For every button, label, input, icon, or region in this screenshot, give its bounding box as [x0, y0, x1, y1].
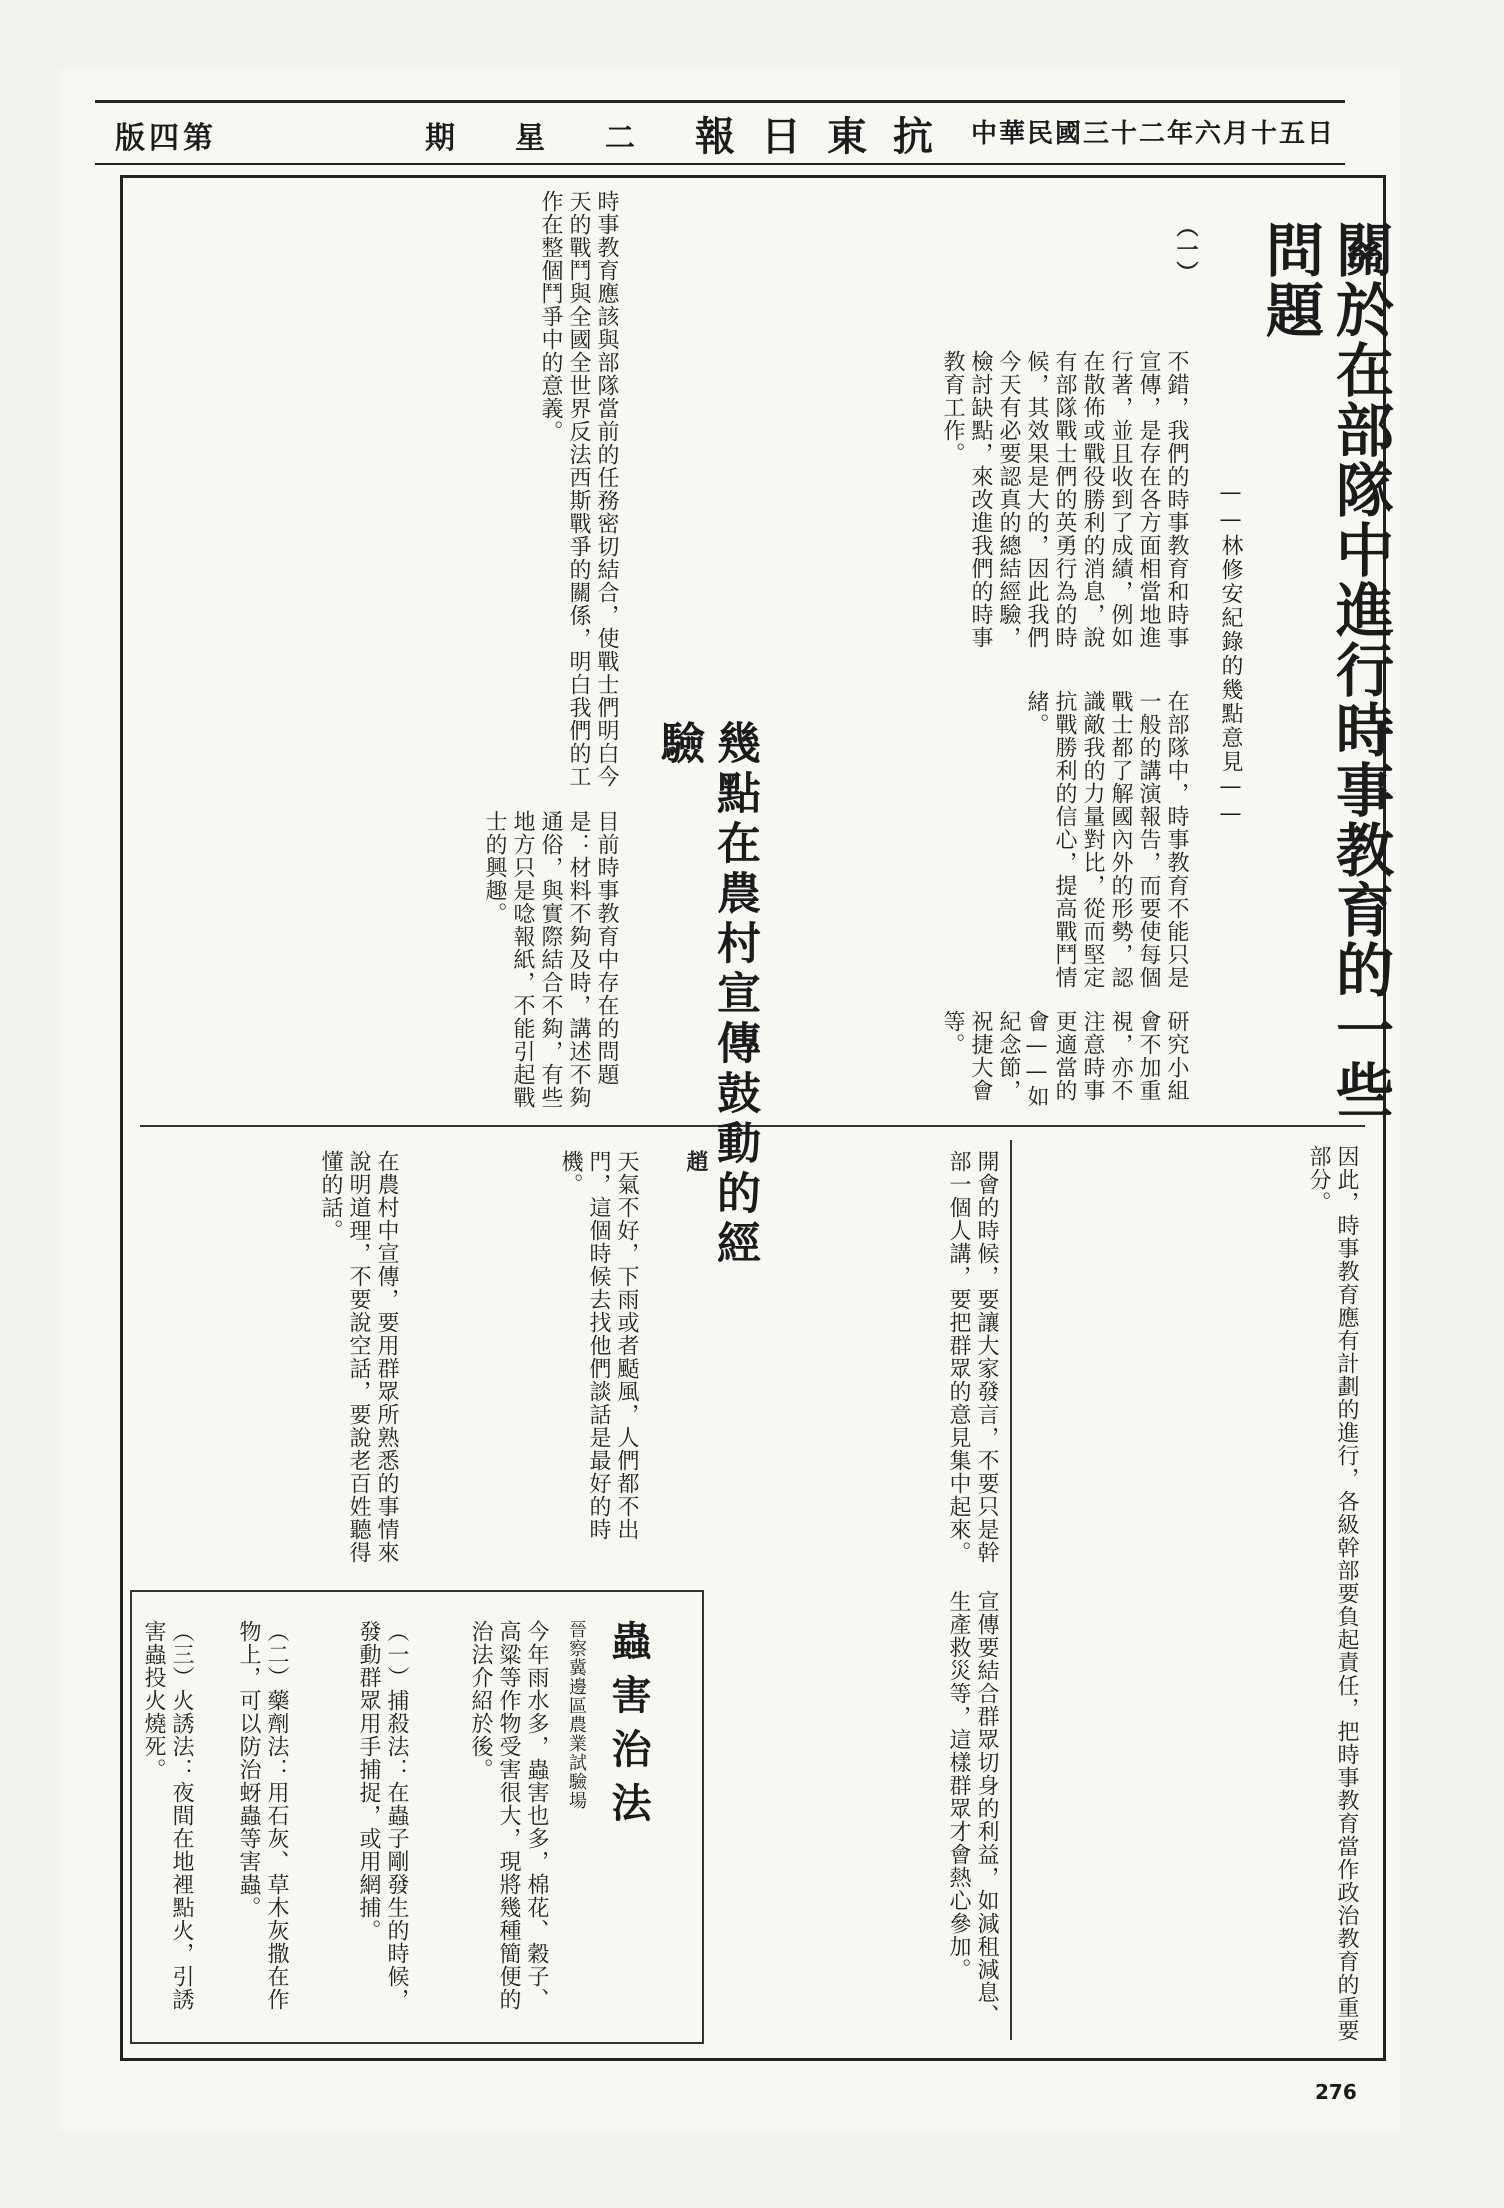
paper-name: 報日東抗: [695, 113, 959, 160]
article1-section-mark: （一）: [1173, 215, 1199, 284]
article3-paragraph: （一）捕殺法：在蟲子剛發生的時候，發動群眾用手捕捉，或用網捕。: [356, 1620, 409, 2011]
article2-paragraph: 開會的時候，要讓大家發言，不要只是幹部一個人講，要把群眾的意見集中起來。: [946, 1150, 999, 1564]
article1-paragraph: 不錯，我們的時事教育和時事宣傳，是存在各方面相當地進行著，並且收到了成績，例如在散佈或戰役勝利的消息，說有部隊戰士們的英勇行為的時候，其效果是大的，因此我們今天有必要認真的總結經驗，檢討缺點，來改進我們的時事教育工作。: [940, 350, 1189, 649]
weekday-label: 期星二: [425, 121, 695, 156]
article2-author: 趙: [683, 1150, 709, 1173]
article2-paragraph: 天氣不好，下雨或者颳風，人們都不出門，這個時候去找他們談話是最好的時機。: [558, 1150, 639, 1541]
article3-paragraph: （三）火誘法：夜間在地裡點火，引誘害蟲投火燒死。: [141, 1620, 194, 2011]
masthead: [95, 100, 1345, 165]
page-number: 276: [1315, 2080, 1357, 2104]
article3-paragraph: （二）藥劑法：用石灰、草木灰撒在作物上，可以防治蚜蟲等害蟲。: [236, 1620, 289, 2011]
article2-title: 幾點在農村宣傳鼓動的經驗: [653, 720, 760, 1270]
article3-paragraph: 今年雨水多，蟲害也多，棉花、穀子、高粱等作物受害很大，現將幾種簡便的治法介紹於後。: [468, 1620, 549, 2011]
article1-title: 關於在部隊中進行時事教育的一些問題: [1256, 220, 1394, 1120]
column-divider: [1010, 1140, 1012, 2040]
article1-byline: ——林修安紀錄的幾點意見——: [1218, 480, 1243, 828]
article1-paragraph: 在部隊中，時事教育不能只是一般的講演報告，而要使每個戰士都了解國內外的形勢，認識敵我的力量對比，從而堅定抗戰勝利的信心，提高戰鬥情緒。: [1024, 690, 1189, 989]
article1-paragraph: 因此，時事教育應有計劃的進行，各級幹部要負起責任，把時事教育當作政治教育的重要部分。: [1306, 1145, 1359, 2042]
article3-subtitle: 晉察冀邊區農業試驗場: [566, 1620, 587, 1810]
issue-date: 中華民國三十二年六月十五日: [970, 119, 1335, 149]
article2-paragraph: 宣傳要結合群眾切身的利益，如減租減息、生產救災等，這樣群眾才會熱心參加。: [946, 1590, 999, 2027]
article1-paragraph: 研究小組會不加重視，亦不注意時事更適當的會——如紀念節，祝捷大會等。: [940, 1010, 1189, 1108]
page-label: 版四第: [115, 121, 217, 156]
article1-paragraph: 目前時事教育中存在的問題是：材料不夠及時，講述不夠通俗，與實際結合不夠，有些地方只是唸報紙，不能引起戰士的興趣。: [482, 810, 619, 1109]
article3-title: 蟲害治法: [605, 1620, 652, 1836]
article1-paragraph: 時事教育應該與部隊當前的任務密切結合，使戰士們明白今天的戰鬥與全國全世界反法西斯戰爭的關係，明白我們的工作在整個鬥爭中的意義。: [538, 190, 619, 788]
article2-paragraph: 在農村中宣傳，要用群眾所熟悉的事情來說明道理，不要說空話，要說老百姓聽得懂的話。: [318, 1150, 399, 1564]
